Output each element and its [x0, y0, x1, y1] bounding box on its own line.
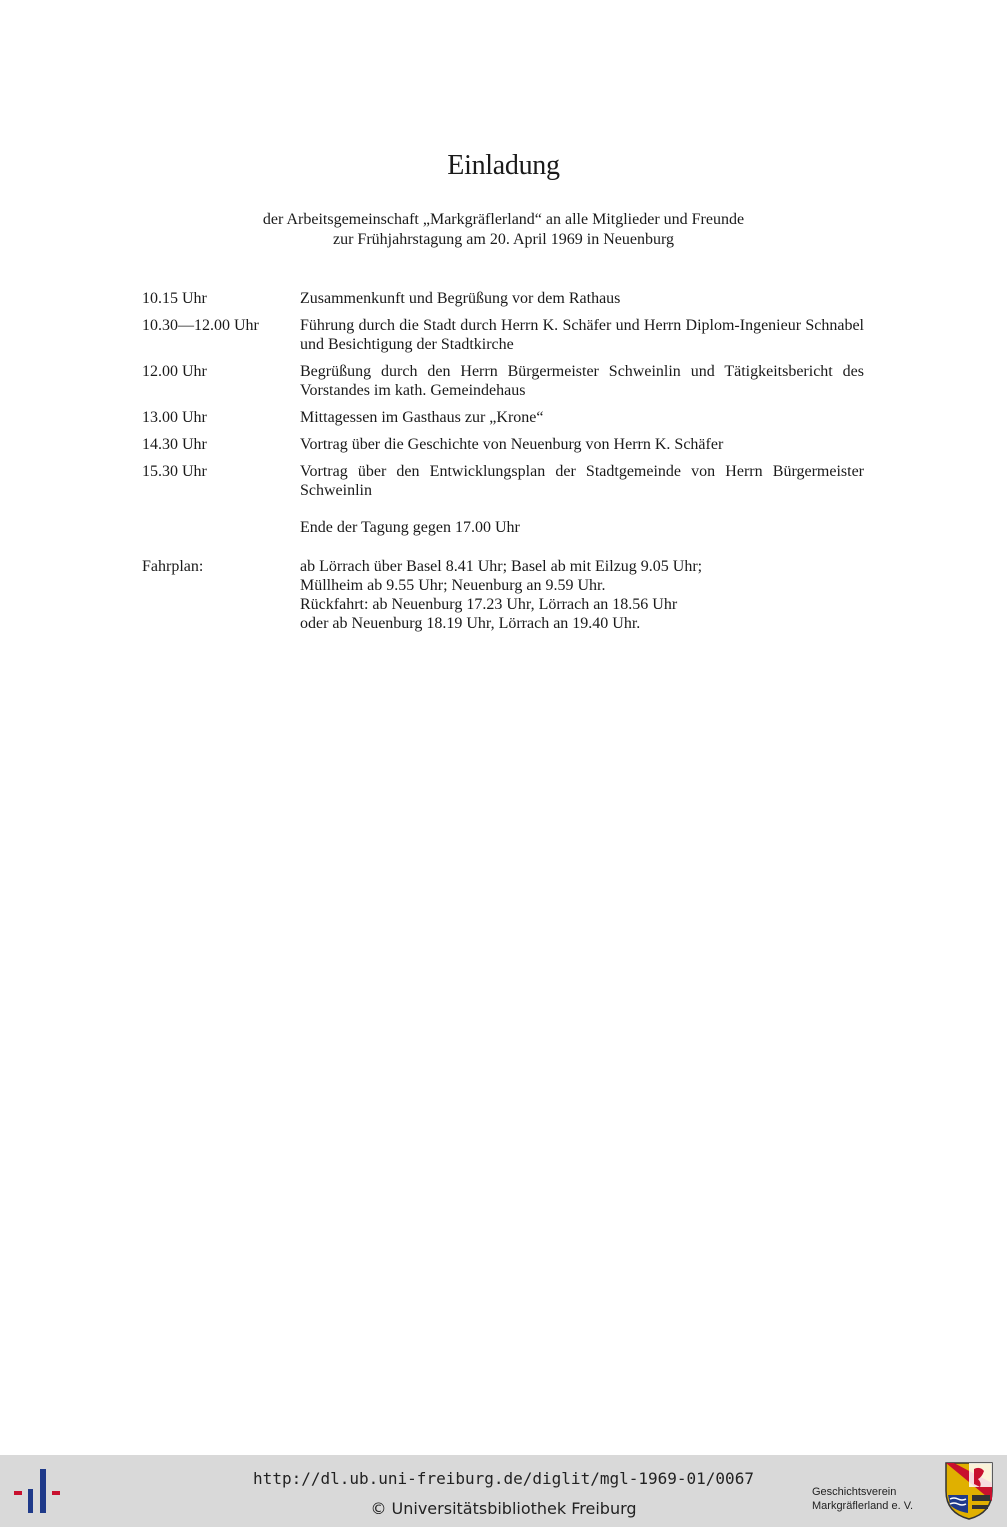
org-line-1: Geschichtsverein: [812, 1486, 897, 1498]
schedule-time: 13.00 Uhr: [142, 409, 207, 426]
footer-band: [0, 1455, 1007, 1527]
schedule-text: Vortrag über die Geschichte von Neuenburg von Herrn K. Schäfer: [300, 436, 724, 453]
schedule-row: [142, 435, 864, 454]
schedule-row: [142, 316, 864, 354]
schedule-row: [142, 462, 864, 500]
schedule-time: 12.00 Uhr: [142, 363, 207, 380]
end-row: [142, 518, 864, 537]
schedule-time: 14.30 Uhr: [142, 436, 207, 453]
schedule-time: 15.30 Uhr: [142, 463, 207, 480]
coat-of-arms-icon[interactable]: [944, 1461, 994, 1521]
fahrplan-text: [300, 557, 864, 633]
copyright-text: © Universitätsbibliothek Freiburg: [370, 1499, 637, 1518]
end-note: Ende der Tagung gegen 17.00 Uhr: [300, 519, 520, 536]
page-title: Einladung: [447, 150, 560, 181]
schedule-row: [142, 408, 864, 427]
fahrplan-line: Müllheim ab 9.55 Uhr; Neuenburg an 9.59 Uhr.: [300, 577, 606, 594]
subtitle-line-2: zur Frühjahrstagung am 20. April 1969 in Neuenburg: [333, 231, 674, 248]
schedule-text: Zusammenkunft und Begrüßung vor dem Rathaus: [300, 290, 621, 307]
fahrplan-line: oder ab Neuenburg 18.19 Uhr, Lörrach an 19.40 Uhr.: [300, 615, 641, 632]
subtitle: [0, 210, 1007, 250]
schedule-row: [142, 289, 864, 308]
fahrplan-line: ab Lörrach über Basel 8.41 Uhr; Basel ab mit Eilzug 9.05 Uhr;: [300, 558, 703, 575]
schedule-text: Mittagessen im Gasthaus zur „Krone“: [300, 409, 544, 426]
source-url-link[interactable]: http://dl.ub.uni-freiburg.de/diglit/mgl-1969-01/0067: [253, 1469, 754, 1488]
schedule-time: 10.15 Uhr: [142, 290, 207, 307]
fahrplan-row: [142, 557, 864, 633]
fahrplan-line: Rückfahrt: ab Neuenburg 17.23 Uhr, Lörrach an 18.56 Uhr: [300, 596, 678, 613]
org-line-2: Markgräflerland e. V.: [812, 1500, 914, 1512]
schedule-text: Begrüßung durch den Herrn Bürgermeister Schweinlin und Tätigkeitsbericht des Vorstandes im kath. Gemeindehaus: [300, 363, 864, 399]
subtitle-line-1: der Arbeitsgemeinschaft „Markgräflerland“ an alle Mitglieder und Freunde: [262, 211, 745, 228]
schedule-text: Führung durch die Stadt durch Herrn K. Schäfer und Herrn Diplom-Ingenieur Schnabel und Besichtigung der Stadtkirche: [300, 317, 864, 353]
fahrplan-label: Fahrplan:: [142, 558, 204, 575]
org-name: [812, 1485, 942, 1513]
schedule: [142, 289, 864, 641]
schedule-row: [142, 362, 864, 400]
schedule-time: 10.30—12.00 Uhr: [142, 317, 259, 334]
schedule-text: Vortrag über den Entwicklungsplan der Stadtgemeinde von Herrn Bürgermeister Schweinlin: [300, 463, 864, 499]
